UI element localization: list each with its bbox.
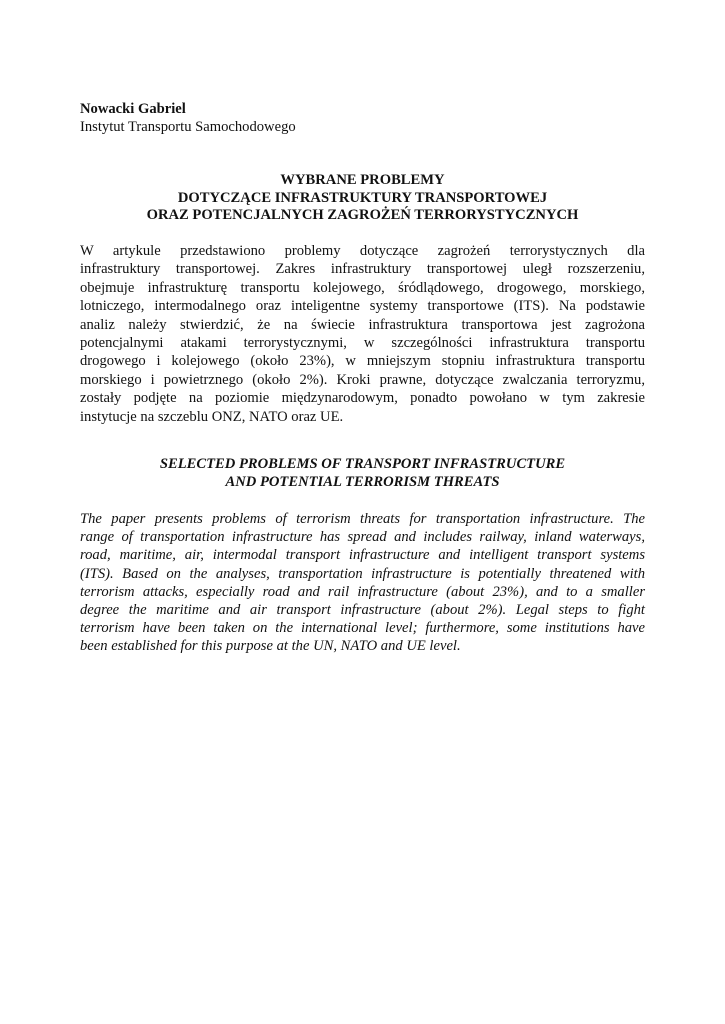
abstract-polish-line: lotniczego, intermodalnego oraz inteligentne systemy transportowe (ITS). Na podstawie [80,298,645,315]
title-polish-line: WYBRANE PROBLEMY [280,172,445,188]
abstract-polish-line: obejmuje infrastrukturę transportu kolejowego, śródlądowego, drogowego, morskiego, [80,279,645,296]
abstract-english-line: degree the maritime and air transport infrastructure (about 2%). Legal steps to fight [80,601,645,618]
abstract-english-line: range of transportation infrastructure has spread and includes railway, inland waterways, [80,529,645,546]
abstract-english-line: terrorism have been taken on the international level; furthermore, some institutions have [80,620,645,637]
abstract-english-line: The paper presents problems of terrorism threats for transportation infrastructure. The [80,511,645,527]
abstract-polish-line: instytucje na szczeblu ONZ, NATO oraz UE. [80,408,344,425]
abstract-polish [80,242,645,426]
title-english-line: SELECTED PROBLEMS OF TRANSPORT INFRASTRUCTURE [159,456,566,472]
abstract-polish-line: W artykule przedstawiono problemy dotyczące zagrożeń terrorystycznych dla [80,243,645,259]
author-affiliation: Instytut Transportu Samochodowego [80,119,296,135]
title-polish-line: ORAZ POTENCJALNYCH ZAGROŻEŃ TERRORYSTYCZNYCH [146,207,579,223]
abstract-english-line: been established for this purpose at the UN, NATO and UE level. [80,638,461,655]
author-block [80,100,296,136]
abstract-polish-line: zostały podjęte na poziomie międzynarodowym, ponadto powołano w tym zakresie [80,390,645,407]
abstract-polish-line: drogowego i kolejowego (około 23%), w mniejszym stopniu infrastruktura transportu [80,353,645,370]
abstract-polish-line: morskiego i powietrznego (około 2%). Kroki prawne, dotyczące zwalczania terroryzmu, [80,371,645,388]
title-english-line: AND POTENTIAL TERRORISM THREATS [225,473,500,490]
abstract-polish-line: analiz należy stwierdzić, że na świecie infrastruktura transportowa jest zagrożona [80,316,645,333]
title-english [70,456,655,491]
abstract-english-line: road, maritime, air, intermodal transport infrastructure and intelligent transport systems [80,547,645,564]
abstract-polish-line: potencjalnymi atakami terrorystycznymi, w szczególności infrastruktura transportu [80,334,645,351]
abstract-polish-line: infrastruktury transportowej. Zakres infrastruktury transportowej uległ rozszerzeniu, [80,261,645,278]
title-polish-line: DOTYCZĄCE INFRASTRUKTURY TRANSPORTOWEJ [177,189,548,206]
abstract-english [80,510,645,656]
abstract-english-line: terrorism attacks, especially road and rail infrastructure (about 23%), and to a smaller [80,583,645,600]
title-polish [70,172,655,225]
abstract-english-line: (ITS). Based on the analyses, transportation infrastructure is potentially threatened with [80,565,645,582]
author-name: Nowacki Gabriel [80,101,186,117]
